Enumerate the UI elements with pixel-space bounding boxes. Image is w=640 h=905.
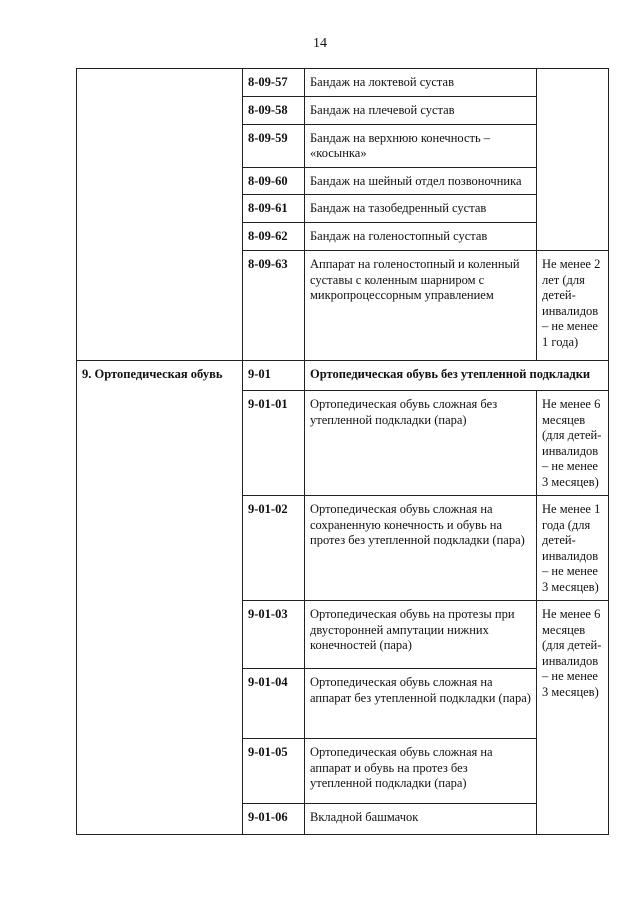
item-code: 9-01-02	[243, 496, 305, 601]
item-code: 9-01-05	[243, 739, 305, 804]
item-term: Не менее 1 года (для детей-инвалидов – не менее 3 месяцев)	[537, 496, 609, 601]
item-code: 9-01-04	[243, 669, 305, 739]
item-name: Вкладной башмачок	[305, 804, 537, 835]
item-name: Бандаж на голеностопный сустав	[305, 223, 537, 251]
term-cell-empty	[537, 69, 609, 251]
section-cell-empty	[77, 69, 243, 361]
item-name: Ортопедическая обувь сложная на сохраненную конечность и обувь на протез без утепленной подкладки (пара)	[305, 496, 537, 601]
item-name: Бандаж на верхнюю конечность – «косынка»	[305, 124, 537, 167]
item-code: 9-01-01	[243, 391, 305, 496]
item-term: Не менее 6 месяцев (для детей-инвалидов – не менее 3 месяцев)	[537, 391, 609, 496]
item-name: Бандаж на шейный отдел позвоночника	[305, 167, 537, 195]
item-name: Ортопедическая обувь на протезы при двусторонней ампутации нижних конечностей (пара)	[305, 601, 537, 669]
item-code: 8-09-60	[243, 167, 305, 195]
item-code: 8-09-62	[243, 223, 305, 251]
classification-table	[76, 68, 609, 835]
item-code: 9-01-06	[243, 804, 305, 835]
page-number: 14	[313, 36, 327, 51]
item-code: 8-09-58	[243, 96, 305, 124]
section-row	[77, 361, 609, 391]
table-row	[77, 69, 609, 97]
item-name: Аппарат на голеностопный и коленный суставы с коленным шарниром с микропроцессорным управлением	[305, 251, 537, 361]
item-code: 8-09-61	[243, 195, 305, 223]
item-name: Ортопедическая обувь сложная без утепленной подкладки (пара)	[305, 391, 537, 496]
item-code: 8-09-57	[243, 69, 305, 97]
section-code: 9-01	[243, 361, 305, 391]
item-term: Не менее 6 месяцев (для детей-инвалидов – не менее 3 месяцев)	[537, 601, 609, 835]
item-term: Не менее 2 лет (для детей-инвалидов – не менее 1 года)	[537, 251, 609, 361]
section-title: 9. Ортопедическая обувь	[77, 361, 243, 835]
item-name: Бандаж на плечевой сустав	[305, 96, 537, 124]
item-name: Ортопедическая обувь сложная на аппарат и обувь на протез без утепленной подкладки (пара)	[305, 739, 537, 804]
item-code: 8-09-59	[243, 124, 305, 167]
item-name: Бандаж на локтевой сустав	[305, 69, 537, 97]
item-name: Ортопедическая обувь сложная на аппарат без утепленной подкладки (пара)	[305, 669, 537, 739]
item-code: 8-09-63	[243, 251, 305, 361]
item-name: Бандаж на тазобедренный сустав	[305, 195, 537, 223]
item-code: 9-01-03	[243, 601, 305, 669]
section-name: Ортопедическая обувь без утепленной подкладки	[305, 361, 609, 391]
